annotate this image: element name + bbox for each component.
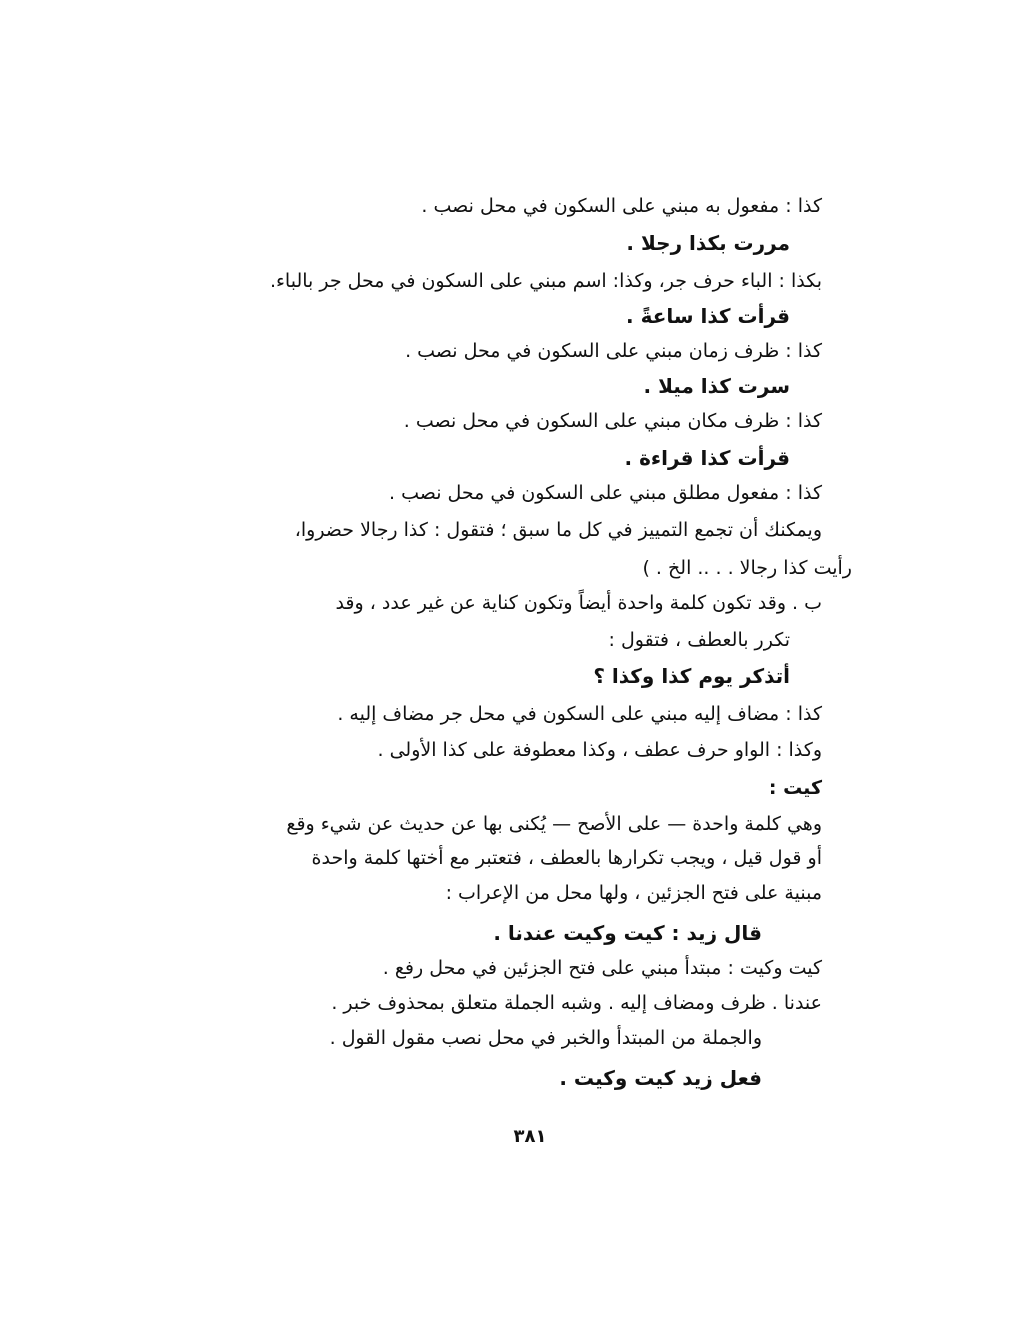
page-number: ٣٨١ (513, 1126, 547, 1147)
text-line-19: أو قول قيل ، ويجب تكرارها بالعطف ، فتعتبر مع أختها كلمة واحدة (311, 847, 822, 869)
section-heading-kayt: كيت : (768, 777, 822, 799)
text-line-22: كيت وكيت : مبتدأ مبني على فتح الجزئين في محل رفع . (382, 957, 822, 979)
text-line-1: كذا : مفعول به مبني على السكون في محل نصب . (421, 195, 822, 217)
example-line-2: مررت بكذا رجلا . (626, 231, 790, 255)
text-line-7: كذا : ظرف مكان مبني على السكون في محل نصب . (403, 410, 822, 432)
example-line-4: قرأت كذا ساعةً . (626, 304, 790, 328)
text-line-23: عندنا . ظرف ومضاف إليه . وشبه الجملة متعلق بمحذوف خبر . (331, 992, 822, 1014)
text-line-11: رأيت كذا رجالا . . .. الخ . ) (642, 557, 852, 579)
text-line-3: بكذا : الباء حرف جر، وكذا: اسم مبني على السكون في محل جر بالباء. (269, 270, 822, 292)
text-line-24: والجملة من المبتدأ والخبر في محل نصب مقول القول . (329, 1027, 762, 1049)
text-line-15: كذا : مضاف إليه مبني على السكون في محل جر مضاف إليه . (337, 703, 822, 725)
text-line-5: كذا : ظرف زمان مبني على السكون في محل نصب . (405, 340, 822, 362)
example-line-14: أتذكر يوم كذا وكذا ؟ (593, 664, 790, 688)
text-line-18: وهي كلمة واحدة — على الأصح — يُكنى بها عن حديث عن شيء وقع (286, 813, 822, 835)
text-line-13: تكرر بالعطف ، فتقول : (608, 629, 790, 651)
text-line-16: وكذا : الواو حرف عطف ، وكذا معطوفة على كذا الأولى . (377, 739, 822, 761)
example-line-25: فعل زيد كيت وكيت . (559, 1066, 762, 1090)
example-line-21: قال زيد : كيت وكيت عندنا . (493, 921, 762, 945)
text-line-9: كذا : مفعول مطلق مبني على السكون في محل نصب . (388, 482, 822, 504)
text-line-12: ب . وقد تكون كلمة واحدة أيضاً وتكون كناية عن غير عدد ، وقد (335, 592, 822, 614)
example-line-6: سرت كذا ميلا . (643, 374, 790, 398)
example-line-8: قرأت كذا قراءة . (624, 446, 790, 470)
text-line-10: ويمكنك أن تجمع التمييز في كل ما سبق ؛ فتقول : كذا رجالا حضروا، (294, 519, 822, 541)
text-line-20: مبنية على فتح الجزئين ، ولها محل من الإعراب : (445, 882, 822, 904)
